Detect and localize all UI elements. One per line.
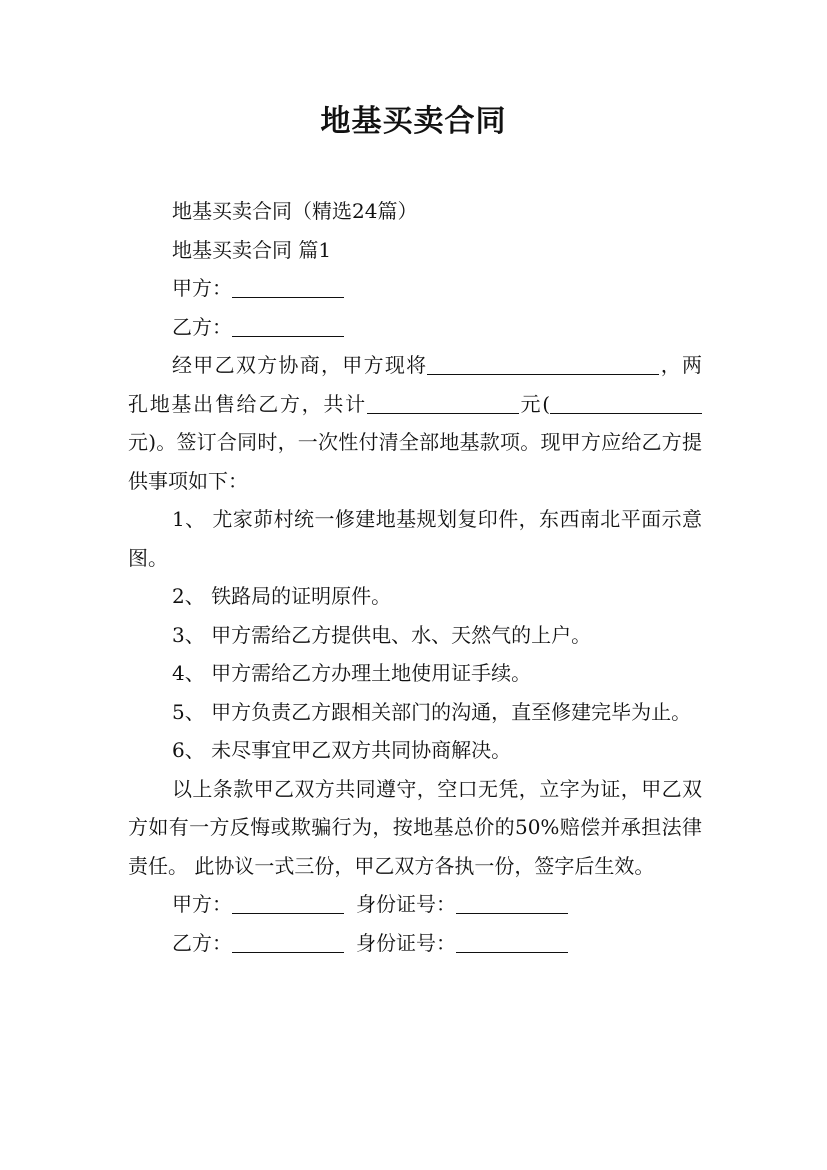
document-title: 地基买卖合同	[320, 104, 507, 139]
party-a-id-blank	[456, 895, 568, 914]
party-b-label: 乙方：	[172, 314, 232, 339]
intro-paragraph	[128, 346, 702, 500]
sign-party-a-line	[128, 885, 702, 924]
party-a-blank	[232, 279, 344, 298]
party-a-label: 甲方：	[172, 276, 232, 300]
party-a-line	[128, 269, 702, 308]
sign-party-a-label: 甲方：	[172, 892, 232, 916]
amount-words-blank	[550, 395, 702, 414]
document-body	[128, 192, 702, 962]
sign-party-a-blank	[232, 895, 344, 914]
party-b-id-blank	[456, 934, 568, 953]
party-b-line	[128, 308, 702, 347]
item-2: 2、 铁路局的证明原件。	[172, 584, 392, 608]
sign-party-b-blank	[232, 934, 344, 953]
intro-text-3: 元(	[518, 391, 550, 416]
item-6: 6、 未尽事宜甲乙双方共同协商解决。	[172, 738, 512, 762]
party-a-id-label: 身份证号：	[356, 892, 456, 916]
amount-blank	[367, 395, 519, 414]
party-b-id-label: 身份证号：	[356, 930, 456, 955]
item-4: 4、 甲方需给乙方办理土地使用证手续。	[172, 661, 532, 685]
intro-text-4: 元)。签订合同时，一次性付清全部地基款项。现甲方应给乙方提供事项如下：	[128, 430, 702, 493]
item-3: 3、 甲方需给乙方提供电、水、天然气的上户。	[172, 622, 592, 647]
subtitle: 地基买卖合同（精选24篇）	[172, 199, 418, 223]
intro-text-1: 经甲乙双方协商，甲方现将	[172, 353, 428, 377]
sign-party-b-line	[128, 924, 702, 963]
party-b-blank	[232, 318, 344, 337]
section-heading: 地基买卖合同 篇1	[172, 237, 332, 262]
property-blank	[427, 356, 659, 375]
intro-text-2: ，两孔地基出售给乙方，共计	[128, 353, 703, 416]
item-1: 1、 尤家茆村统一修建地基规划复印件，东西南北平面示意图。	[128, 507, 702, 570]
sign-party-b-label: 乙方：	[172, 930, 232, 955]
closing-paragraph: 以上条款甲乙双方共同遵守，空口无凭，立字为证，甲乙双方如有一方反悔或欺骗行为，按地基总价的50%赔偿并承担法律责任。 此协议一式三份，甲乙双方各执一份，签字后生效。	[128, 776, 702, 878]
item-5: 5、 甲方负责乙方跟相关部门的沟通，直至修建完毕为止。	[172, 699, 692, 724]
